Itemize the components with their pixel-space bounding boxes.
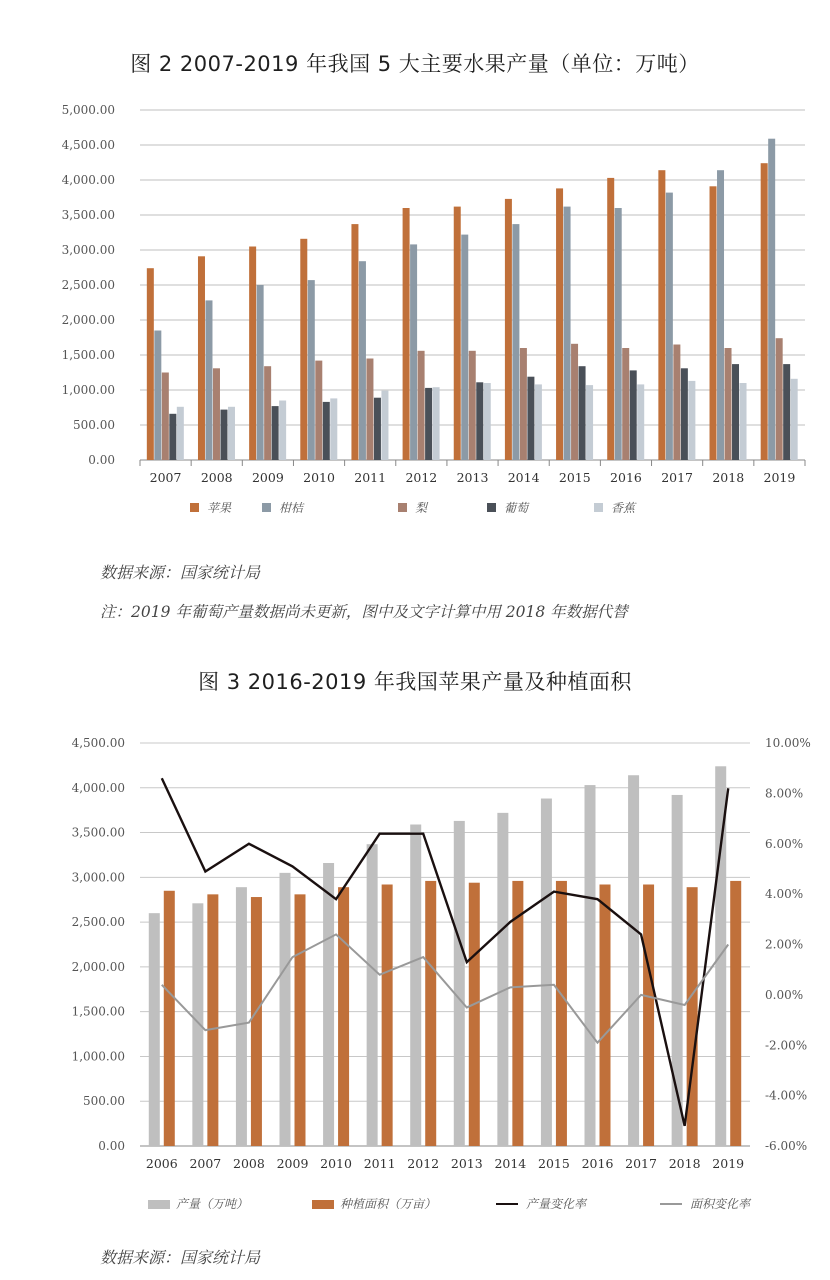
bar-香蕉-2010	[330, 398, 337, 460]
bar-葡萄-2011	[374, 398, 381, 460]
bar-苹果-2015	[556, 188, 563, 460]
legend-label-种植面积（万亩）: 种植面积（万亩）	[340, 1197, 437, 1211]
y2-tick-label: 4.00%	[765, 887, 804, 902]
bar-葡萄-2010	[323, 402, 330, 460]
x-tick-label: 2013	[450, 1156, 483, 1171]
y-tick-label: 5,000.00	[61, 103, 115, 117]
y-tick-label: 4,000.00	[61, 173, 115, 187]
bar-产量（万吨）-2010	[323, 863, 334, 1146]
bar-葡萄-2018	[732, 364, 739, 460]
bar-种植面积（万亩）-2012	[425, 881, 436, 1146]
bar-葡萄-2013	[476, 382, 483, 460]
bar-柑桔-2019	[768, 139, 775, 460]
x-tick-label: 2018	[712, 470, 745, 485]
bar-柑桔-2015	[564, 207, 571, 460]
legend-label-梨: 梨	[415, 501, 428, 515]
bar-种植面积（万亩）-2019	[730, 881, 741, 1146]
bar-苹果-2009	[249, 247, 256, 461]
y-tick-label: 2,000.00	[71, 959, 125, 974]
legend-swatch-苹果	[190, 503, 199, 512]
x-tick-label: 2011	[363, 1156, 396, 1171]
bar-香蕉-2017	[688, 381, 695, 460]
legend-label-产量（万吨）: 产量（万吨）	[176, 1197, 249, 1211]
figure3-title: 图 3 2016-2019 年我国苹果产量及种植面积	[198, 670, 632, 694]
bar-种植面积（万亩）-2010	[338, 887, 349, 1146]
bar-种植面积（万亩）-2016	[600, 884, 611, 1146]
x-tick-label: 2017	[625, 1156, 657, 1171]
bar-葡萄-2019	[783, 364, 790, 460]
y-tick-label: 2,000.00	[61, 313, 115, 327]
bar-种植面积（万亩）-2017	[643, 884, 654, 1146]
x-tick-label: 2019	[763, 470, 796, 485]
y-tick-label: 3,000.00	[61, 243, 115, 257]
bar-苹果-2014	[505, 199, 512, 460]
y2-tick-label: 6.00%	[765, 836, 804, 851]
x-tick-label: 2014	[494, 1156, 527, 1171]
bar-梨-2008	[213, 368, 220, 460]
y2-tick-label: 8.00%	[765, 786, 804, 801]
bar-柑桔-2014	[512, 224, 519, 460]
bar-产量（万吨）-2006	[149, 913, 160, 1146]
y2-tick-label: 10.00%	[765, 736, 811, 750]
bar-产量（万吨）-2017	[628, 775, 639, 1146]
y-tick-label: 3,000.00	[71, 870, 125, 885]
bar-梨-2012	[418, 351, 425, 460]
bar-香蕉-2016	[637, 384, 644, 460]
bar-苹果-2019	[761, 163, 768, 460]
x-tick-label: 2006	[145, 1156, 178, 1171]
figure3-source: 数据来源：国家统计局	[100, 1248, 261, 1267]
y-tick-label: 4,500.00	[71, 736, 125, 750]
legend-swatch-梨	[398, 503, 407, 512]
bar-种植面积（万亩）-2015	[556, 881, 567, 1146]
x-tick-label: 2010	[320, 1156, 352, 1171]
bar-柑桔-2018	[717, 170, 724, 460]
x-tick-label: 2015	[538, 1156, 570, 1171]
bar-梨-2019	[776, 338, 783, 460]
bar-产量（万吨）-2016	[585, 785, 596, 1146]
y2-tick-label: -6.00%	[765, 1139, 808, 1153]
y-tick-label: 3,500.00	[71, 825, 125, 840]
legend-label-香蕉: 香蕉	[611, 501, 636, 515]
legend-label-葡萄: 葡萄	[504, 501, 529, 515]
bar-梨-2015	[571, 344, 578, 460]
y-tick-label: 4,500.00	[61, 138, 115, 152]
x-tick-label: 2008	[233, 1156, 265, 1171]
x-tick-label: 2007	[149, 470, 182, 485]
bar-香蕉-2008	[228, 407, 235, 460]
bar-苹果-2017	[658, 170, 665, 460]
x-tick-label: 2009	[276, 1156, 309, 1171]
legend-label-柑桔: 柑桔	[279, 501, 304, 515]
x-tick-label: 2007	[189, 1156, 222, 1171]
bar-苹果-2011	[351, 224, 358, 460]
y-tick-label: 500.00	[73, 418, 115, 432]
bar-产量（万吨）-2008	[236, 887, 247, 1146]
x-tick-label: 2016	[581, 1156, 614, 1171]
bar-产量（万吨）-2011	[367, 844, 378, 1146]
bar-种植面积（万亩）-2013	[469, 883, 480, 1146]
y-tick-label: 1,000.00	[71, 1049, 125, 1064]
legend-label-苹果: 苹果	[207, 501, 232, 515]
bar-苹果-2010	[300, 239, 307, 460]
figure2-source: 数据来源：国家统计局	[100, 563, 261, 582]
x-tick-label: 2015	[558, 470, 591, 485]
bar-香蕉-2011	[381, 391, 388, 460]
bar-梨-2013	[469, 351, 476, 460]
y2-tick-label: 2.00%	[765, 937, 804, 952]
legend-swatch-柑桔	[262, 503, 271, 512]
y-tick-label: 0.00	[98, 1139, 125, 1153]
y-tick-label: 1,500.00	[61, 348, 115, 362]
bar-葡萄-2012	[425, 388, 432, 460]
y-tick-label: 3,500.00	[61, 208, 115, 222]
x-tick-label: 2008	[200, 470, 233, 485]
bar-柑桔-2013	[461, 235, 468, 460]
bar-香蕉-2014	[535, 384, 542, 460]
bar-梨-2016	[622, 348, 629, 460]
legend-swatch-香蕉	[594, 503, 603, 512]
x-tick-label: 2011	[354, 470, 387, 485]
bar-葡萄-2016	[630, 370, 637, 460]
bar-葡萄-2009	[272, 406, 279, 460]
bar-柑桔-2007	[154, 331, 161, 461]
y-tick-label: 1,500.00	[71, 1004, 125, 1019]
x-tick-label: 2017	[661, 470, 694, 485]
bar-梨-2010	[315, 361, 322, 460]
bar-香蕉-2018	[740, 383, 747, 460]
bar-葡萄-2007	[169, 414, 176, 460]
bar-柑桔-2011	[359, 261, 366, 460]
x-tick-label: 2010	[303, 470, 335, 485]
bar-柑桔-2017	[666, 193, 673, 460]
figure2-note: 注：2019 年葡萄产量数据尚未更新，图中及文字计算中用 2018 年数据代替	[100, 603, 628, 621]
x-tick-label: 2014	[507, 470, 540, 485]
bar-葡萄-2015	[579, 366, 586, 460]
fruit-production-chart	[0, 95, 830, 635]
legend-label-产量变化率: 产量变化率	[526, 1197, 587, 1211]
legend-swatch-种植面积（万亩）	[312, 1200, 334, 1209]
y2-tick-label: -4.00%	[765, 1088, 808, 1103]
bar-梨-2014	[520, 348, 527, 460]
bar-葡萄-2008	[220, 410, 227, 460]
bar-柑桔-2010	[308, 280, 315, 460]
bar-梨-2009	[264, 366, 271, 460]
y2-tick-label: 0.00%	[765, 987, 804, 1002]
bar-梨-2018	[725, 348, 732, 460]
x-tick-label: 2018	[668, 1156, 701, 1171]
bar-梨-2011	[366, 359, 373, 461]
x-tick-label: 2012	[407, 1156, 440, 1171]
x-tick-label: 2009	[251, 470, 284, 485]
legend-label-面积变化率: 面积变化率	[690, 1197, 751, 1211]
bar-柑桔-2008	[205, 300, 212, 460]
legend-swatch-产量（万吨）	[148, 1200, 170, 1209]
bar-香蕉-2012	[433, 387, 440, 460]
y2-tick-label: -2.00%	[765, 1038, 808, 1053]
y-tick-label: 2,500.00	[61, 278, 115, 292]
x-tick-label: 2013	[456, 470, 489, 485]
bar-种植面积（万亩）-2009	[295, 894, 306, 1146]
bar-种植面积（万亩）-2018	[687, 887, 698, 1146]
bar-香蕉-2009	[279, 401, 286, 461]
bar-产量（万吨）-2007	[192, 903, 203, 1146]
bar-种植面积（万亩）-2011	[382, 884, 393, 1146]
bar-香蕉-2015	[586, 385, 593, 460]
x-tick-label: 2019	[712, 1156, 745, 1171]
bar-柑桔-2012	[410, 244, 417, 460]
apple-production-area-chart	[0, 725, 830, 1225]
bar-苹果-2008	[198, 256, 205, 460]
bar-香蕉-2019	[791, 379, 798, 460]
bar-产量（万吨）-2013	[454, 821, 465, 1146]
y-tick-label: 4,000.00	[71, 780, 125, 795]
y-tick-label: 1,000.00	[61, 383, 115, 397]
bar-苹果-2013	[454, 207, 461, 460]
bar-产量（万吨）-2012	[410, 824, 421, 1146]
y-tick-label: 0.00	[88, 453, 115, 467]
bar-葡萄-2017	[681, 368, 688, 460]
bar-种植面积（万亩）-2008	[251, 897, 262, 1146]
bar-葡萄-2014	[527, 377, 534, 460]
y-tick-label: 500.00	[83, 1094, 125, 1109]
legend-swatch-葡萄	[487, 503, 496, 512]
x-tick-label: 2012	[405, 470, 438, 485]
bar-梨-2007	[162, 373, 169, 461]
figure2-title: 图 2 2007-2019 年我国 5 大主要水果产量（单位：万吨）	[130, 52, 700, 76]
y-tick-label: 2,500.00	[71, 915, 125, 930]
bar-产量（万吨）-2015	[541, 799, 552, 1146]
x-tick-label: 2016	[610, 470, 642, 485]
bar-苹果-2007	[147, 268, 154, 460]
bar-苹果-2018	[710, 186, 717, 460]
bar-香蕉-2007	[177, 407, 184, 460]
bar-苹果-2016	[607, 178, 614, 460]
bar-苹果-2012	[403, 208, 410, 460]
bar-种植面积（万亩）-2006	[164, 891, 175, 1146]
bar-香蕉-2013	[484, 383, 491, 460]
bar-柑桔-2016	[615, 208, 622, 460]
bar-柑桔-2009	[257, 285, 264, 460]
bar-产量（万吨）-2009	[280, 873, 291, 1146]
bar-产量（万吨）-2014	[497, 813, 508, 1146]
bar-种植面积（万亩）-2007	[207, 894, 218, 1146]
bar-梨-2017	[673, 345, 680, 461]
